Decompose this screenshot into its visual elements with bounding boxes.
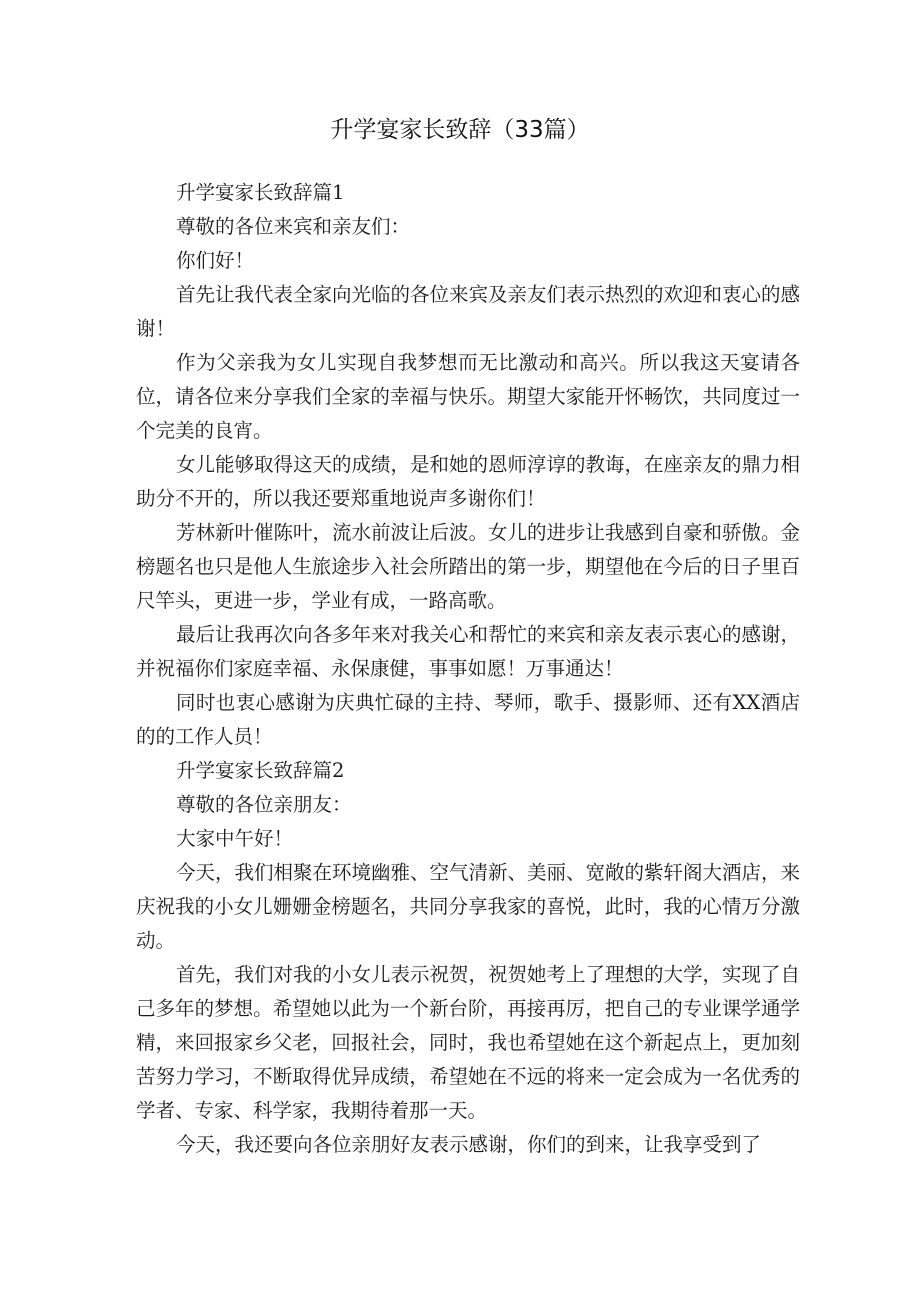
section-heading: 升学宴家长致辞篇2 (176, 759, 345, 782)
body-paragraph: 芳林新叶催陈叶，流水前波让后波。女儿的进步让我感到自豪和骄傲。金榜题名也只是他人生旅途步入社会所踏出的第一步，期望他在今后的日子里百尺竿头，更进一步，学业有成，一路高歌。 (136, 521, 801, 612)
body-paragraph: 今天，我还要向各位亲朋好友表示感谢，你们的到来，让我享受到了 (176, 1133, 762, 1156)
section-heading: 升学宴家长致辞篇1 (176, 181, 345, 204)
body-paragraph: 今天，我们相聚在环境幽雅、空气清新、美丽、宽敞的紫轩阁大酒店，来庆祝我的小女儿姗姗金榜题名，共同分享我家的喜悦，此时，我的心情万分激动。 (136, 861, 801, 952)
body-paragraph: 作为父亲我为女儿实现自我梦想而无比激动和高兴。所以我这天宴请各位，请各位来分享我们全家的幸福与快乐。期望大家能开怀畅饮，共同度过一个完美的良宵。 (136, 351, 800, 442)
body-paragraph: 女儿能够取得这天的成绩，是和她的恩师淳谆的教诲，在座亲友的鼎力相助分不开的，所以我还要郑重地说声多谢你们！ (136, 453, 801, 510)
body-paragraph: 首先让我代表全家向光临的各位来宾及亲友们表示热烈的欢迎和衷心的感谢！ (136, 283, 801, 340)
body-paragraph: 最后让我再次向各多年来对我关心和帮忙的来宾和亲友表示衷心的感谢，并祝福你们家庭幸福、永保康健，事事如愿！万事通达！ (136, 623, 801, 680)
body-paragraph: 同时也衷心感谢为庆典忙碌的主持、琴师，歌手、摄影师、还有XX酒店的的工作人员！ (136, 691, 800, 748)
greeting: 你们好！ (176, 249, 255, 272)
document-title: 升学宴家长致辞（33篇） (330, 117, 590, 143)
greeting: 大家中午好！ (176, 827, 294, 850)
document-body (136, 176, 800, 1162)
salutation: 尊敬的各位亲朋友： (176, 793, 352, 816)
body-paragraph: 首先，我们对我的小女儿表示祝贺，祝贺她考上了理想的大学，实现了自己多年的梦想。希望她以此为一个新台阶，再接再厉，把自己的专业课学通学精，来回报家乡父老，回报社会，同时，我也希望她在这个新起点上，更加刻苦努力学习，不断取得优异成绩，希望她在不远的将来一定会成为一名优秀的学者、专家、科学家，我期待着那一天。 (136, 963, 801, 1122)
salutation: 尊敬的各位来宾和亲友们： (176, 215, 411, 238)
